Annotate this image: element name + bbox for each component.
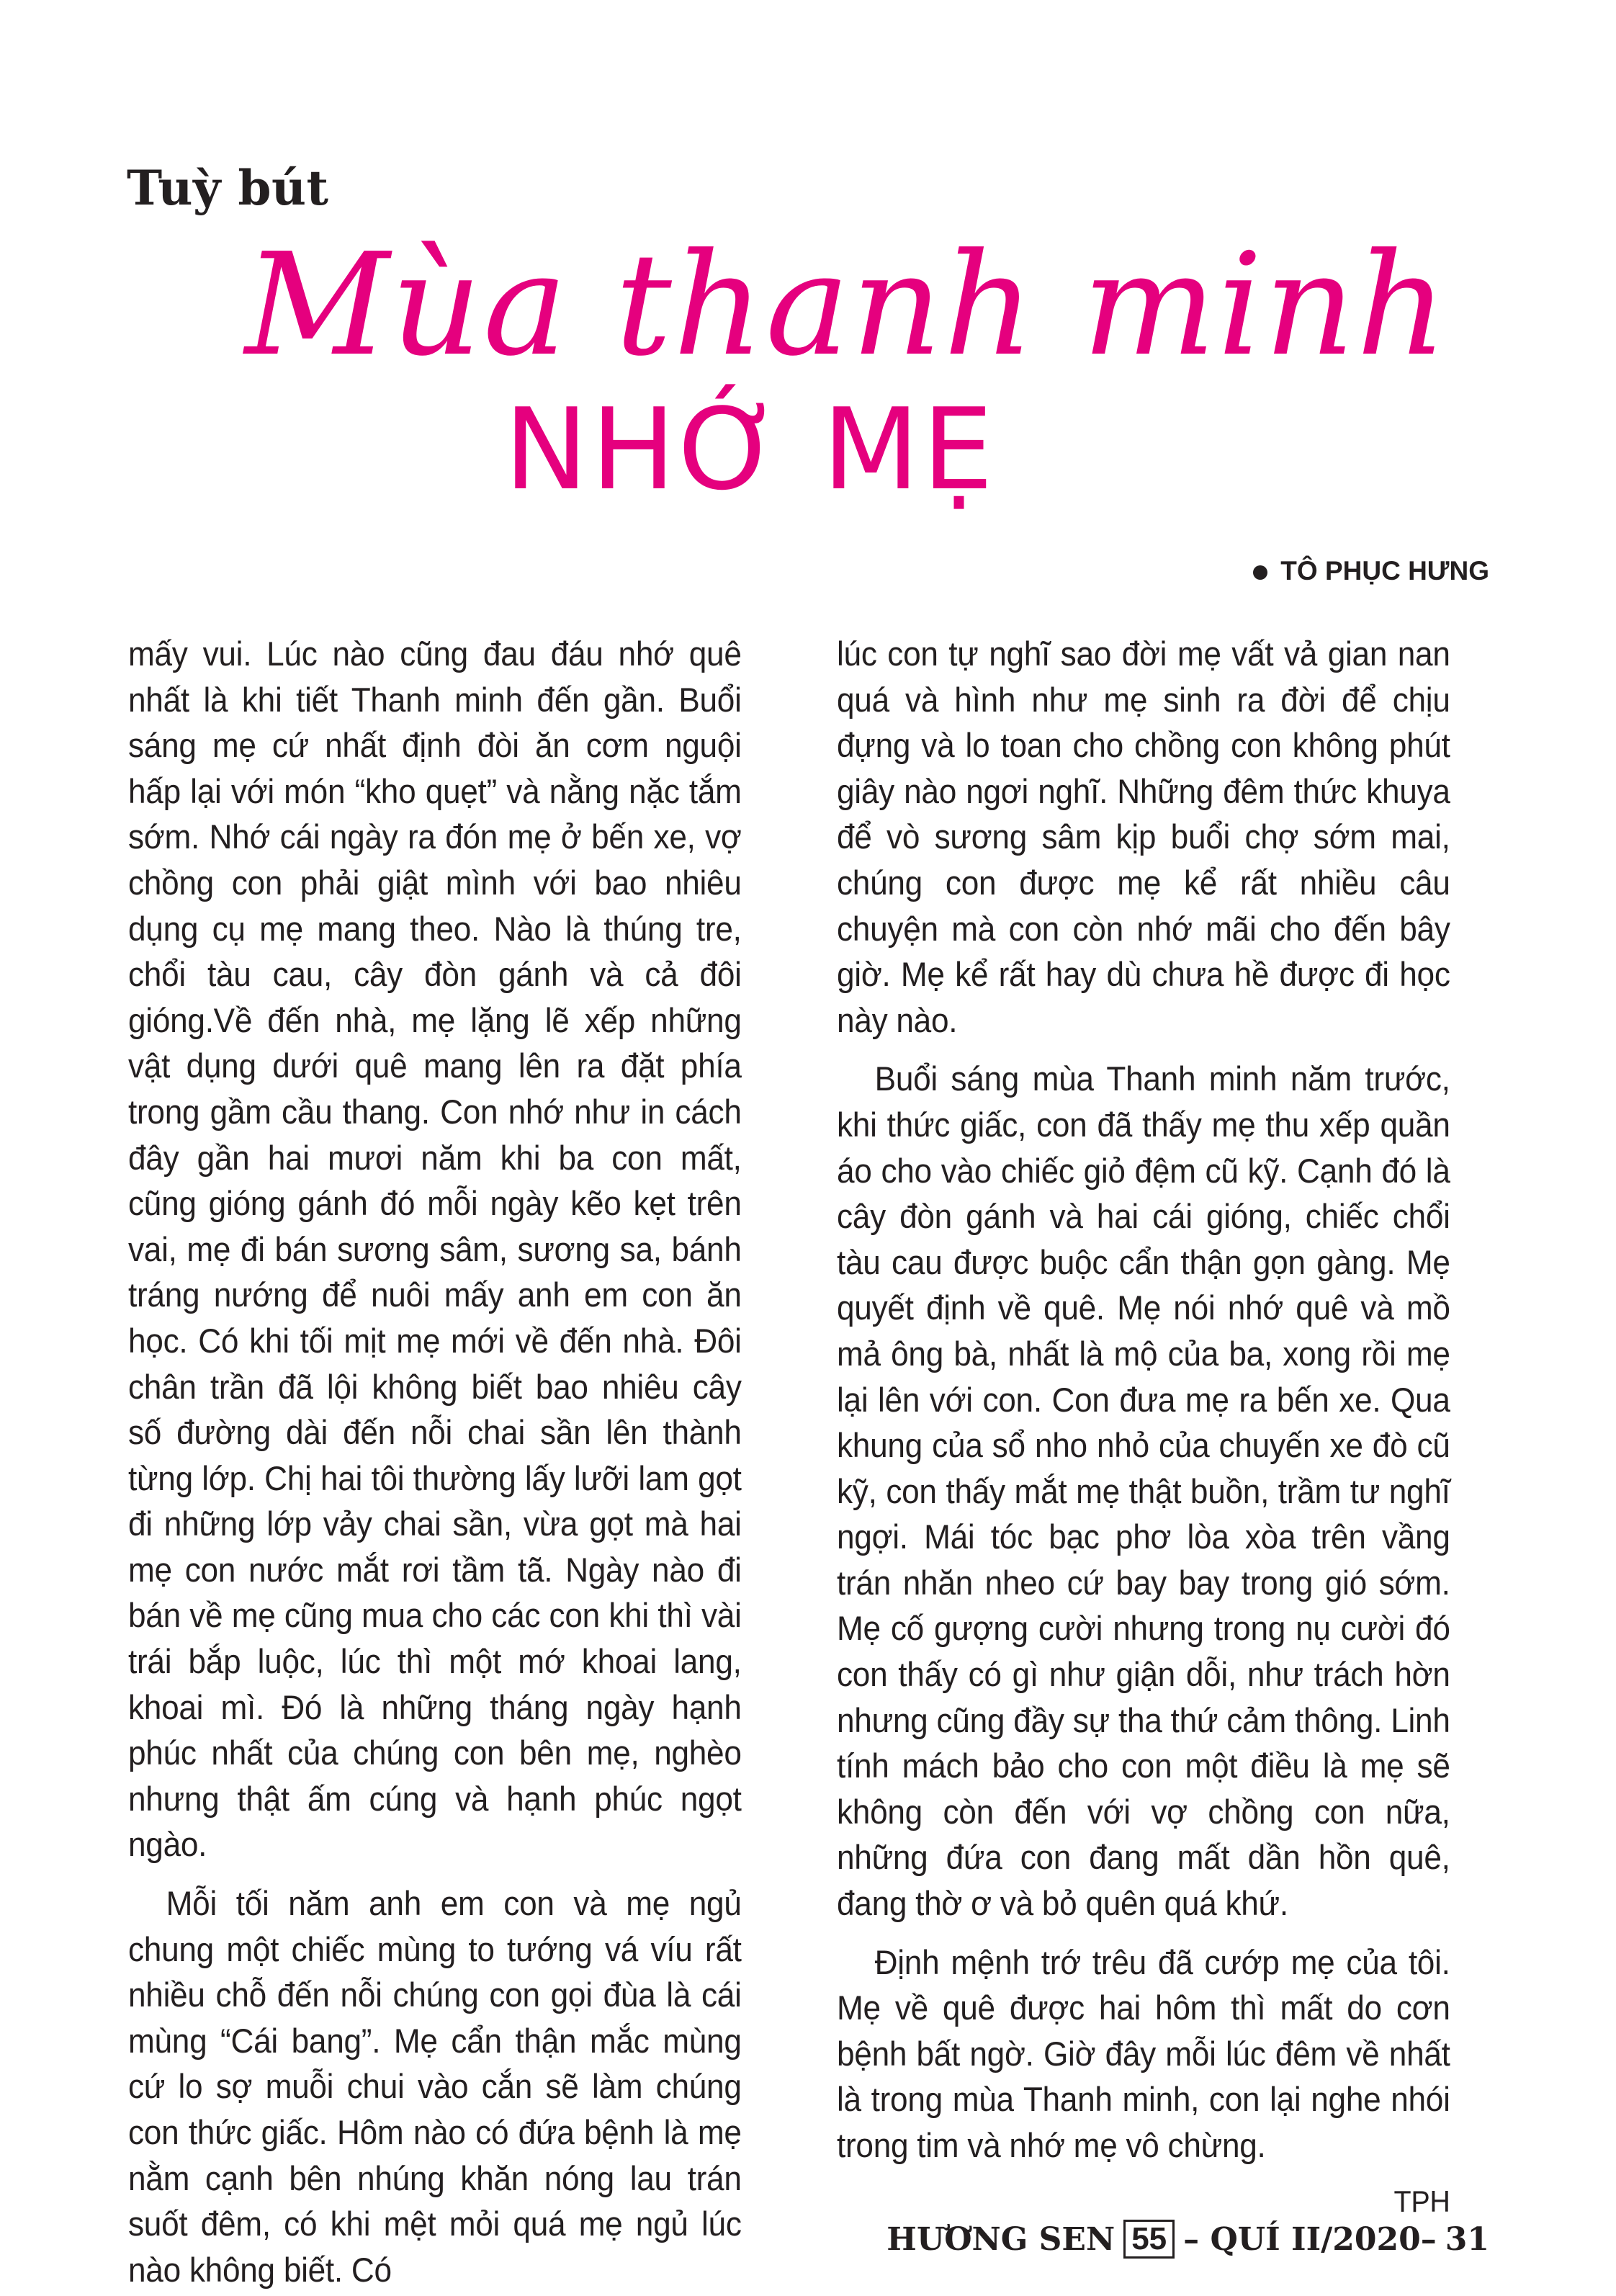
article-title-caps: NHỚ MẸ — [504, 384, 997, 515]
article-title-script: Mùa thanh minh — [245, 223, 1449, 387]
paragraph: lúc con tự nghĩ sao đời mẹ vất vả gian nan quá và hình như mẹ sinh ra đời để chịu đựng và lo toan cho chồng con không phút giây nào ngơi nghĩ. Những đêm thức khuya để vò sương sâm kịp buổi chợ sớm mai, chúng con được mẹ kể rất nhiều câu chuyện mà con còn nhớ mãi cho đến bây giờ. Mẹ kể rất hay dù chưa hề được đi học này nào. — [837, 634, 1450, 1039]
column-left — [128, 631, 742, 2289]
issue-number: 55 — [1123, 2220, 1175, 2259]
paragraph: Định mệnh trớ trêu đã cướp mẹ của tôi. Mẹ về quê được hai hôm thì mất do cơn bệnh bất ngờ. Giờ đây mỗi lúc đêm về nhất là trong mùa Thanh minh, con lại nghe nhói trong tim và nhớ mẹ vô chừng. — [837, 1942, 1450, 2164]
paragraph: Mỗi tối năm anh em con và mẹ ngủ chung một chiếc mùng to tướng vá víu rất nhiều chỗ đến nỗi chúng con gọi đùa là cái mùng “Cái bang”. Mẹ cẩn thận mắc mùng cứ lo sợ muỗi chui vào cắn sẽ làm chúng con thức giấc. Hôm nào có đứa bệnh là mẹ nằm cạnh bên nhúng khăn nóng lau trán suốt đêm, có khi mệt mỏi quá mẹ ngủ lúc nào không biết. Có — [128, 1884, 742, 2289]
bullet-icon — [1253, 565, 1267, 580]
author-name: TÔ PHỤC HƯNG — [1280, 556, 1489, 586]
page-footer — [886, 2220, 1489, 2259]
column-right — [837, 631, 1450, 2218]
paragraph: Buổi sáng mùa Thanh minh năm trước, khi thức giấc, con đã thấy mẹ thu xếp quần áo cho vào chiếc giỏ đệm cũ kỹ. Cạnh đó là cây đòn gánh và hai cái gióng, chiếc chổi tàu cau được buộc cẩn thận gọn gàng. Mẹ quyết định về quê. Mẹ nói nhớ quê và mồ mả ông bà, nhất là mộ của ba, xong rồi mẹ lại lên với con. Con đưa mẹ ra bến xe. Qua khung của sổ nho nhỏ của chuyến xe đò cũ kỹ, con thấy mắt mẹ thật buồn, trầm tư nghĩ ngợi. Mái tóc bạc phơ lòa xòa trên vầng trán nhăn nheo cứ bay bay trong gió sớm. Mẹ cố gượng cười nhưng trong nụ cười đó con thấy có gì như giận dỗi, như trách hờn nhưng cũng đầy sự tha thứ cảm thông. Linh tính mách bảo cho con một điều là mẹ sẽ không còn đến với vợ chồng con nữa, những đứa con đang mất dần hồn quê, đang thờ ơ và bỏ quên quá khứ. — [837, 1059, 1450, 1923]
author-byline — [1253, 556, 1489, 586]
quarter-label: – QUÍ II/2020– — [1183, 2220, 1437, 2258]
paragraph: mấy vui. Lúc nào cũng đau đáu nhớ quê nhất là khi tiết Thanh minh đến gần. Buổi sáng mẹ cứ nhất định đòi ăn cơm nguội hấp lại với món “kho quẹt” và nằng nặc tắm sớm. Nhớ cái ngày ra đón mẹ ở bến xe, vợ chồng con phải giật mình với bao nhiêu dụng cụ mẹ mang theo. Nào là thúng tre, chổi tàu cau, cây đòn gánh và cả đôi gióng.Về đến nhà, mẹ lặng lẽ xếp những vật dụng dưới quê mang lên ra đặt phía trong gầm cầu thang. Con nhớ như in cách đây gần hai mươi năm khi ba con mất, cũng gióng gánh đó mỗi ngày kẽo kẹt trên vai, mẹ đi bán sương sâm, sương sa, bánh tráng nướng để nuôi mấy anh em con ăn học. Có khi tối mịt mẹ mới về đến nhà. Đôi chân trần đã lội không biết bao nhiêu cây số đường dài đến nỗi chai sần lên thành từng lớp. Chị hai tôi thường lấy lưỡi lam gọt đi những lớp vảy chai sần, vừa gọt mà hai mẹ con nước mắt rơi tầm tã. Ngày nào đi bán về mẹ cũng mua cho các con khi thì vài trái bắp luộc, lúc thì một mớ khoai lang, khoai mì. Đó là những tháng ngày hạnh phúc nhất của chúng con bên mẹ, nghèo nhưng thật ấm cúng và hạnh phúc ngọt ngào. — [128, 634, 742, 1864]
signoff: TPH — [1393, 2184, 1450, 2218]
magazine-name: HƯƠNG SEN — [886, 2220, 1116, 2258]
page-number: 31 — [1445, 2220, 1489, 2258]
genre-label: Tuỳ bút — [127, 160, 329, 216]
